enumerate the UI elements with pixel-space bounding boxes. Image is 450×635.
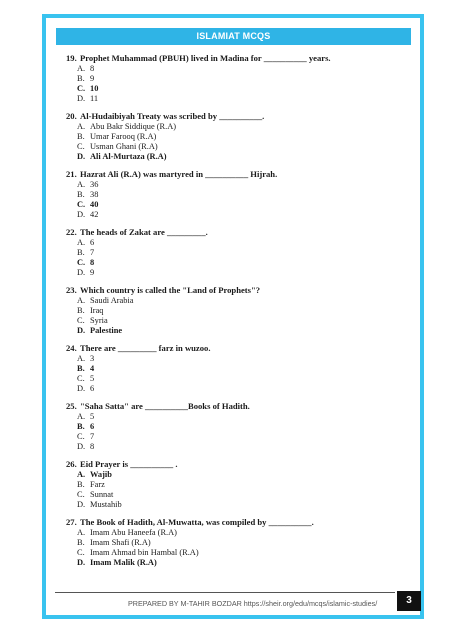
answer-option-correct — [66, 558, 406, 568]
option-letter: A. — [77, 122, 86, 131]
answer-option — [66, 64, 406, 74]
option-text: 36 — [90, 180, 99, 189]
option-letter: A. — [77, 64, 86, 73]
option-letter: D. — [77, 94, 86, 103]
option-text: Syria — [90, 316, 108, 325]
option-text: 6 — [90, 422, 95, 431]
option-letter: B. — [77, 480, 85, 489]
option-text: Sunnat — [90, 490, 114, 499]
option-letter: B. — [77, 190, 85, 199]
question-block — [66, 227, 406, 278]
option-letter: D. — [77, 326, 86, 335]
option-letter: B. — [77, 248, 85, 257]
answer-option — [66, 384, 406, 394]
answer-option — [66, 94, 406, 104]
option-text: 7 — [90, 432, 95, 441]
option-text: Usman Ghani (R.A) — [90, 142, 158, 151]
option-letter: C. — [77, 432, 85, 441]
option-text: 42 — [90, 210, 99, 219]
option-text: 8 — [90, 258, 95, 267]
question-stem: Which country is called the "Land of Prophets"? — [80, 285, 261, 295]
option-text: 11 — [90, 94, 99, 103]
question-text — [66, 53, 406, 64]
option-text: Imam Malik (R.A) — [90, 558, 157, 567]
question-block — [66, 169, 406, 220]
option-text: Umar Farooq (R.A) — [90, 132, 157, 141]
question-stem: Eid Prayer is __________ . — [80, 459, 178, 469]
option-letter: C. — [77, 316, 85, 325]
question-number: 21. — [66, 169, 77, 179]
question-number: 20. — [66, 111, 77, 121]
option-letter: A. — [77, 238, 86, 247]
option-text: Iraq — [90, 306, 104, 315]
option-text: Palestine — [90, 326, 123, 335]
question-number: 25. — [66, 401, 77, 411]
option-letter: A. — [77, 354, 86, 363]
question-block — [66, 343, 406, 394]
option-text: 10 — [90, 84, 99, 93]
question-text — [66, 517, 406, 528]
option-text: 9 — [90, 268, 95, 277]
option-text: Abu Bakr Siddique (R.A) — [90, 122, 177, 131]
option-text: 40 — [90, 200, 99, 209]
answer-option — [66, 210, 406, 220]
question-text — [66, 169, 406, 180]
question-number: 27. — [66, 517, 77, 527]
answer-option-correct — [66, 470, 406, 480]
question-stem: Prophet Muhammad (PBUH) lived in Madina for __________ years. — [80, 53, 331, 63]
option-letter: A. — [77, 180, 86, 189]
answer-option — [66, 122, 406, 132]
answer-option — [66, 442, 406, 452]
answer-option — [66, 180, 406, 190]
answer-option — [66, 432, 406, 442]
option-text: Ali Al-Murtaza (R.A) — [90, 152, 167, 161]
option-letter: C. — [77, 258, 86, 267]
option-letter: C. — [77, 84, 86, 93]
answer-option — [66, 538, 406, 548]
question-block — [66, 53, 406, 104]
option-letter: D. — [77, 442, 86, 451]
answer-option-correct — [66, 200, 406, 210]
option-text: Imam Abu Haneefa (R.A) — [90, 528, 177, 537]
option-text: 8 — [90, 442, 95, 451]
answer-option — [66, 374, 406, 384]
question-text — [66, 111, 406, 122]
question-text — [66, 227, 406, 238]
option-text: Saudi Arabia — [90, 296, 134, 305]
option-text: 38 — [90, 190, 99, 199]
question-stem: "Saha Satta" are __________Books of Hadith. — [80, 401, 250, 411]
option-letter: C. — [77, 548, 85, 557]
option-text: 6 — [90, 238, 95, 247]
question-list — [66, 53, 406, 568]
answer-option — [66, 74, 406, 84]
answer-option — [66, 528, 406, 538]
answer-option — [66, 548, 406, 558]
question-text — [66, 401, 406, 412]
option-letter: A. — [77, 296, 86, 305]
answer-option — [66, 142, 406, 152]
option-letter: D. — [77, 152, 86, 161]
question-stem: Hazrat Ali (R.A) was martyred in __________ Hijrah. — [80, 169, 278, 179]
question-block — [66, 111, 406, 162]
option-letter: C. — [77, 142, 85, 151]
option-letter: D. — [77, 384, 86, 393]
option-text: 7 — [90, 248, 95, 257]
question-text — [66, 459, 406, 470]
option-letter: D. — [77, 268, 86, 277]
option-letter: B. — [77, 132, 85, 141]
answer-option-correct — [66, 326, 406, 336]
question-block — [66, 401, 406, 452]
page-header-title: ISLAMIAT MCQS — [56, 28, 411, 45]
answer-option — [66, 248, 406, 258]
option-text: Farz — [90, 480, 105, 489]
answer-option-correct — [66, 84, 406, 94]
question-stem: There are _________ farz in wuzoo. — [80, 343, 211, 353]
option-text: 9 — [90, 74, 95, 83]
option-text: 8 — [90, 64, 95, 73]
answer-option-correct — [66, 422, 406, 432]
option-letter: D. — [77, 210, 86, 219]
question-number: 22. — [66, 227, 77, 237]
question-number: 24. — [66, 343, 77, 353]
answer-option — [66, 490, 406, 500]
option-letter: B. — [77, 74, 85, 83]
option-letter: D. — [77, 500, 86, 509]
option-letter: D. — [77, 558, 86, 567]
option-letter: B. — [77, 306, 85, 315]
option-letter: A. — [77, 470, 86, 479]
option-letter: B. — [77, 538, 85, 547]
option-letter: B. — [77, 422, 85, 431]
question-number: 26. — [66, 459, 77, 469]
question-block — [66, 285, 406, 336]
answer-option — [66, 480, 406, 490]
option-letter: A. — [77, 528, 86, 537]
option-letter: B. — [77, 364, 85, 373]
footer-credit: PREPARED BY M-TAHIR BOZDAR https://sheir.org/edu/mcqs/islamic-studies/ — [128, 599, 378, 608]
question-stem: The heads of Zakat are _________. — [80, 227, 208, 237]
answer-option — [66, 238, 406, 248]
option-text: 5 — [90, 374, 95, 383]
answer-option — [66, 500, 406, 510]
question-text — [66, 285, 406, 296]
option-letter: A. — [77, 412, 86, 421]
option-text: Mustahib — [90, 500, 122, 509]
question-text — [66, 343, 406, 354]
option-text: Wajib — [90, 470, 112, 479]
question-number: 23. — [66, 285, 77, 295]
question-number: 19. — [66, 53, 77, 63]
answer-option-correct — [66, 258, 406, 268]
question-stem: The Book of Hadith, Al-Muwatta, was compiled by __________. — [80, 517, 314, 527]
option-text: 4 — [90, 364, 95, 373]
question-stem: Al-Hudaibiyah Treaty was scribed by __________. — [80, 111, 265, 121]
footer-divider — [55, 592, 395, 593]
option-text: 5 — [90, 412, 95, 421]
answer-option — [66, 268, 406, 278]
option-letter: C. — [77, 200, 86, 209]
answer-option — [66, 316, 406, 326]
answer-option-correct — [66, 364, 406, 374]
question-block — [66, 517, 406, 568]
question-block — [66, 459, 406, 510]
answer-option — [66, 306, 406, 316]
answer-option — [66, 190, 406, 200]
option-text: 3 — [90, 354, 95, 363]
option-text: 6 — [90, 384, 95, 393]
page-number: 3 — [397, 591, 421, 611]
option-letter: C. — [77, 490, 85, 499]
option-text: Imam Ahmad bin Hambal (R.A) — [90, 548, 199, 557]
answer-option — [66, 412, 406, 422]
option-text: Imam Shafi (R.A) — [90, 538, 151, 547]
answer-option-correct — [66, 152, 406, 162]
answer-option — [66, 296, 406, 306]
answer-option — [66, 354, 406, 364]
answer-option — [66, 132, 406, 142]
option-letter: C. — [77, 374, 85, 383]
